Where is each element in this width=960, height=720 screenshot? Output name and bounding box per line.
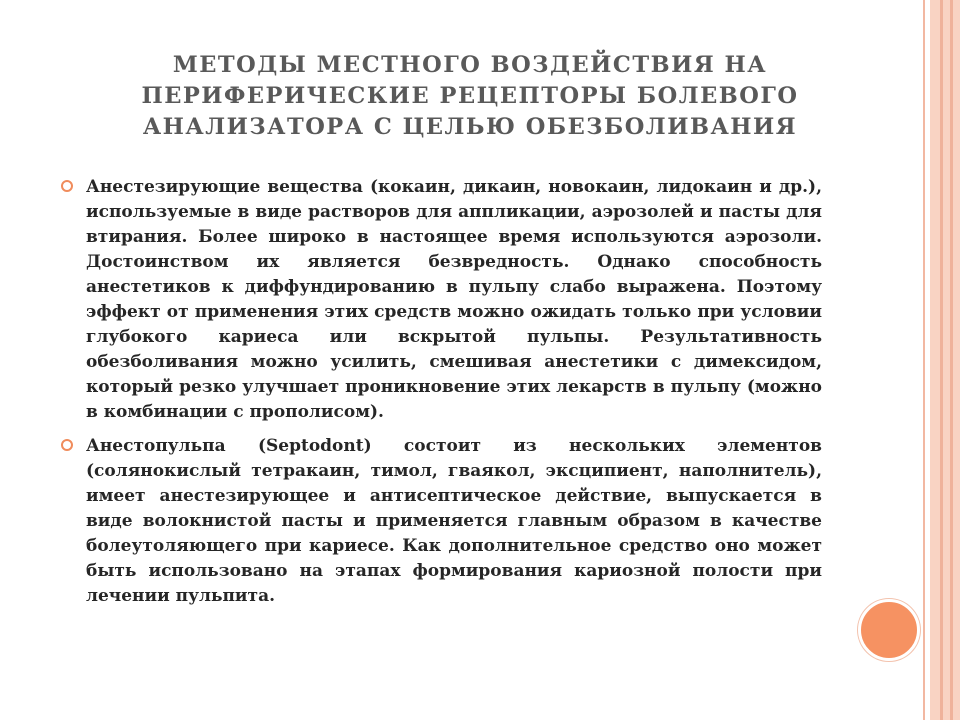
decorative-stripe-band bbox=[930, 0, 960, 720]
bullet-circle-icon bbox=[61, 439, 73, 451]
decorative-stripe-thin bbox=[950, 0, 953, 720]
bullet-circle-icon bbox=[61, 180, 73, 192]
slide-content bbox=[86, 175, 822, 618]
bullet-text: Анестезирующие вещества (кокаин, дикаин, новокаин, лидокаин и др.), используемые в виде растворов для аппликации, аэрозолей и пасты для втирания. Более широко в настоящее время используются аэрозоли. Достоинством их является безвредность. Однако способность анестетиков к диффундированию в пульпу слабо выражена. Поэтому эффект от применения этих средств можно ожидать только при условии глубокого кариеса или вскрытой пульпы. Результативность обезболивания можно усилить, смешивая анестетики с димексидом, который резко улучшает проникновение этих лекарств в пульпу (можно в комбинации с прополисом). bbox=[86, 177, 822, 422]
bullet-item bbox=[86, 175, 822, 425]
decorative-stripe-line bbox=[923, 0, 925, 720]
bullet-item bbox=[86, 434, 822, 609]
decorative-stripe-thin bbox=[940, 0, 943, 720]
bullet-text: Анестопульпа (Septodont) состоит из нескольких элементов (солянокислый тетракаин, тимол, гваякол, эксципиент, наполнитель), имеет анестезирующее и антисептическое действие, выпускается в виде волокнистой пасты и применяется главным образом в качестве болеутоляющего при кариесе. Как дополнительное средство оно может быть использовано на этапах формирования кариозной полости при лечении пульпита. bbox=[86, 436, 822, 606]
slide-title: МЕТОДЫ МЕСТНОГО ВОЗДЕЙСТВИЯ НА ПЕРИФЕРИЧЕСКИЕ РЕЦЕПТОРЫ БОЛЕВОГО АНАЛИЗАТОРА С ЦЕЛЬЮ ОБЕЗБОЛИВАНИЯ bbox=[141, 52, 799, 140]
decorative-circle bbox=[858, 599, 920, 661]
